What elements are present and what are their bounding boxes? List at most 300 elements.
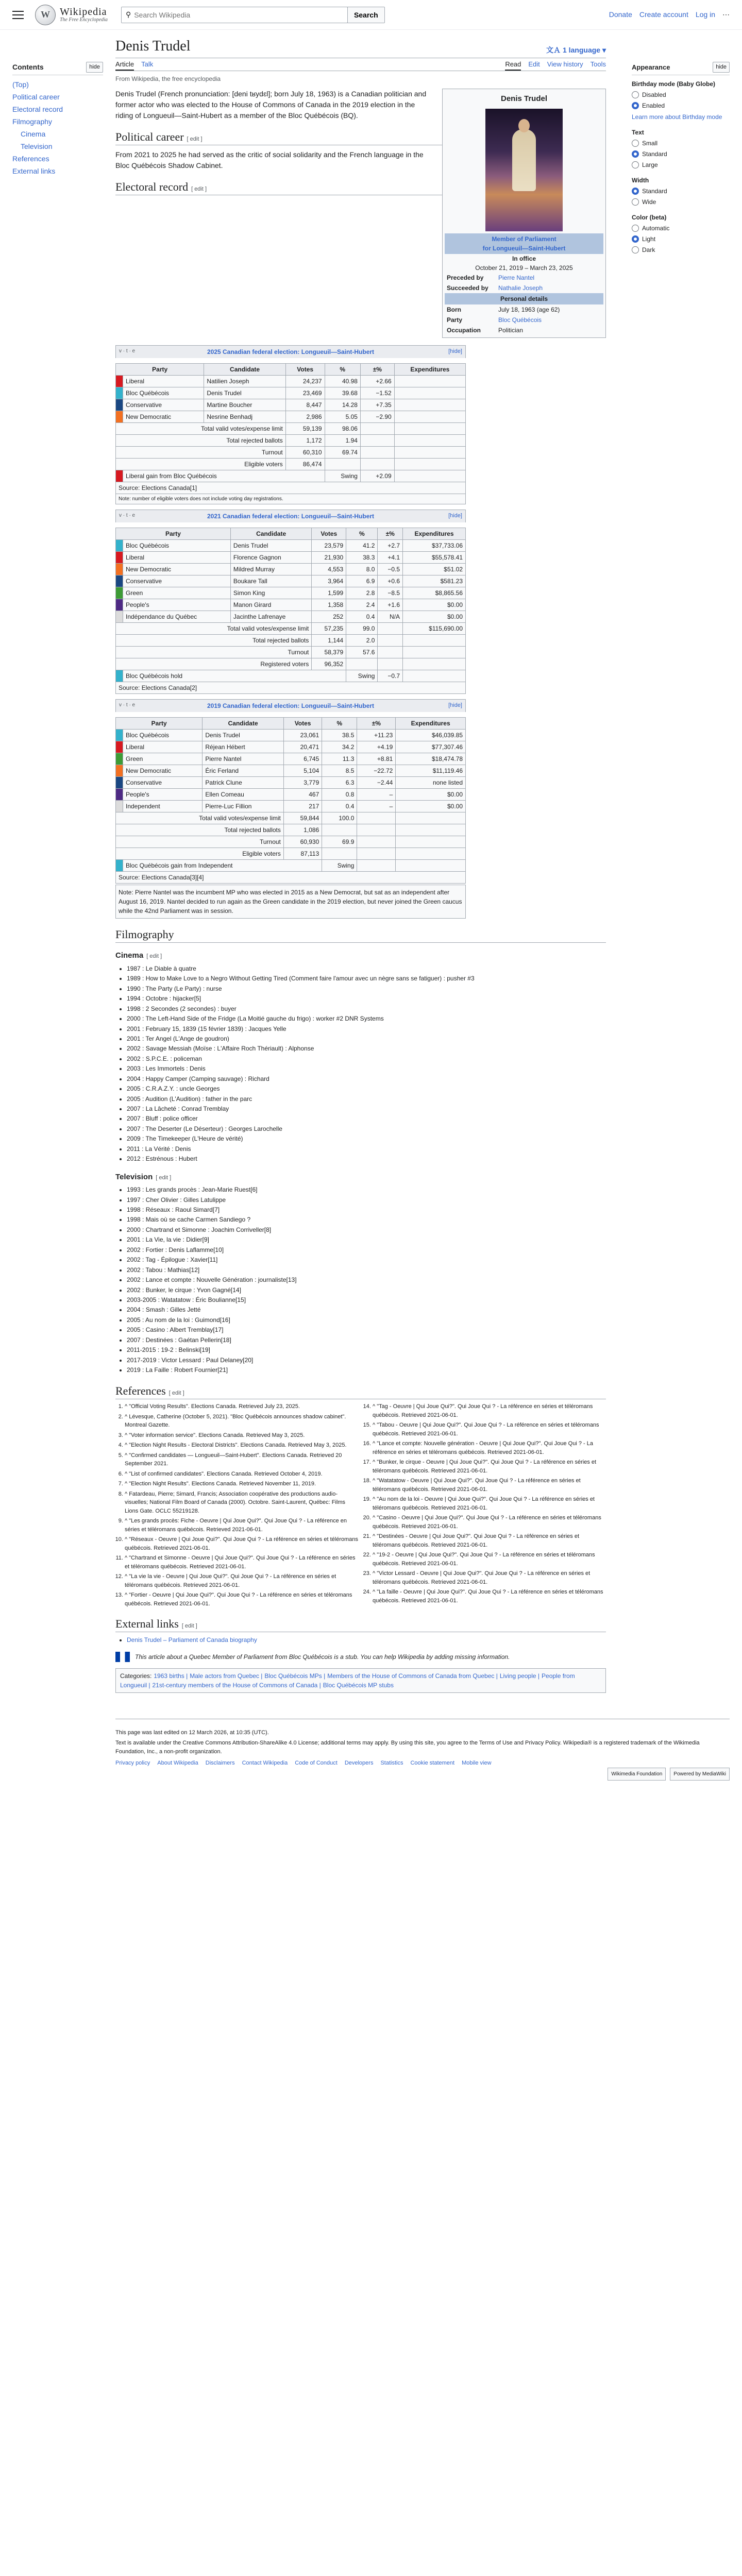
radio-option[interactable] [632, 245, 730, 255]
edit-link[interactable]: [ edit ] [191, 185, 207, 192]
category-link[interactable]: People from Longueuil | [120, 1672, 575, 1689]
reference-item[interactable]: 18. ^ "Watatatow - Oeuvre | Qui Joue Qui?". Qui Joue Qui ? - La référence en séries et téléromans québécois. Retrieved 2021-06-01. [373, 1477, 606, 1494]
born-value: July 18, 1963 (age 62) [498, 306, 560, 314]
category-link[interactable]: 1963 births | [154, 1672, 188, 1680]
candidate-name[interactable]: Denis Trudel [204, 387, 285, 399]
totals-expense [403, 658, 466, 670]
totals-row [116, 623, 466, 635]
category-link[interactable]: Bloc Québécois MP stubs [323, 1681, 394, 1689]
reference-item[interactable]: 13. ^ "Fortier - Oeuvre | Qui Joue Qui?". Qui Joue Qui ? - La référence en séries et téléromans québécois. Retrieved 2021-06-01. [125, 1591, 358, 1608]
footer-link[interactable]: Privacy policy [115, 1760, 150, 1767]
totals-label: Turnout [116, 836, 284, 848]
footer-link[interactable]: Developers [344, 1760, 374, 1767]
candidate-name[interactable]: Natilien Joseph [204, 376, 285, 387]
party-name[interactable]: New Democratic [123, 765, 203, 777]
license-text: Text is available under the Creative Commons Attribution-ShareAlike 4.0 License; additional terms may apply. By using this site, you agree to the Terms of Use and Privacy Policy. Wikipedia® is a registered trademark of the Wikimedia Foundation, Inc., a non-profit organization. [115, 1740, 700, 1755]
result-text[interactable]: Bloc Québécois hold [123, 670, 346, 682]
term-dates: October 21, 2019 – March 23, 2025 [475, 264, 573, 272]
tab-article[interactable]: Article [115, 59, 134, 71]
reference-item[interactable]: 11. ^ "Chartrand et Simonne - Oeuvre | Qui Joue Qui?". Qui Joue Qui ? - La référence en séries et téléromans québécois. Retrieved 2021-06-01. [125, 1554, 358, 1571]
toc-link[interactable]: Filmography [12, 117, 53, 126]
toc-link[interactable]: References [12, 155, 49, 163]
candidate-name[interactable]: Jacinthe Lafrenaye [230, 611, 311, 623]
table-header: ±% [357, 718, 396, 730]
toc-link[interactable]: Cinema [21, 130, 46, 138]
category-link[interactable]: Living people | [499, 1672, 540, 1680]
radio-option[interactable] [632, 160, 730, 170]
hide-button[interactable]: [hide] [448, 348, 462, 355]
section-political-career: Political career [115, 130, 184, 143]
table-row [116, 376, 466, 387]
wikipedia-logo[interactable] [35, 5, 108, 25]
radio-option[interactable] [632, 234, 730, 244]
totals-row [116, 435, 466, 447]
tv-item[interactable]: • 2019 : La Faille : Robert Fournier[21] [127, 1365, 606, 1375]
reference-item[interactable]: 17. ^ "Bunker, le cirque - Oeuvre | Qui Joue Qui?". Qui Joue Qui ? - La référence en séries et téléromans québécois. Retrieved 2021-06-01. [373, 1458, 606, 1475]
tagline: From Wikipedia, the free encyclopedia [115, 75, 221, 82]
tv-item[interactable]: • 2002 : Tag - Épilogue : Xavier[11] [127, 1255, 606, 1265]
personal-details-header: Personal details [445, 293, 603, 304]
edit-link[interactable]: [ edit ] [168, 1390, 184, 1397]
intro-paragraph: Denis Trudel (French pronunciation: [deni tʁydɛl]; born July 18, 1963) is a Canadian politician and former actor who was elected to the House of Commons of Canada in the 2019 election in the riding of Longueuil—Saint-Hubert as a member of the Bloc Québécois (BQ). [115, 89, 427, 120]
party-color-swatch [116, 611, 123, 623]
radio-label: Light [642, 235, 656, 243]
search-input[interactable] [134, 11, 343, 19]
change: +2.66 [360, 376, 394, 387]
reference-item[interactable]: 22. ^ "19-2 - Oeuvre | Qui Joue Qui?". Qui Joue Qui ? - La référence en séries et téléromans québécois. Retrieved 2021-06-01. [373, 1551, 606, 1568]
result-row [116, 860, 466, 872]
table-row [116, 730, 466, 741]
footer-link[interactable]: Contact Wikipedia [242, 1760, 288, 1767]
hide-button[interactable]: [hide] [448, 513, 462, 519]
tab-talk[interactable]: Talk [141, 60, 154, 69]
tab-tools[interactable]: Tools [590, 60, 606, 69]
votes: 20,471 [283, 741, 322, 753]
table-row [116, 801, 466, 812]
percent: 38.5 [322, 730, 357, 741]
expenditures: $77,307.46 [396, 741, 466, 753]
tv-item[interactable]: • 2004 : Smash : Gilles Jetté [127, 1305, 606, 1315]
film-item[interactable]: • 2007 : Bluff : police officer [127, 1114, 606, 1124]
table-row [116, 587, 466, 599]
stub-text: This article about a Quebec Member of Parliament from Bloc Québécois is a stub. You can help Wikipedia by adding missing information. [135, 1653, 510, 1660]
radio-option[interactable] [632, 139, 730, 148]
votes: 23,061 [283, 730, 322, 741]
reference-item[interactable]: 4. ^ "Election Night Results - Electoral Districts". Elections Canada. Retrieved May 3, 2025. [125, 1441, 358, 1450]
candidate-name[interactable]: Nesrine Benhadj [204, 411, 285, 423]
footer-link[interactable]: Statistics [380, 1760, 403, 1767]
television-list [127, 1185, 606, 1375]
film-item[interactable]: • 2000 : The Left-Hand Side of the Fridge (La Moitié gauche du frigo) : worker #2 DNR Systems [127, 1014, 606, 1024]
candidate-name[interactable]: Mildred Murray [230, 564, 311, 575]
totals-percent: 69.74 [325, 447, 360, 459]
change: – [357, 789, 396, 801]
expenditures: $11,119.46 [396, 765, 466, 777]
totals-percent: 57.6 [346, 647, 378, 658]
party-name[interactable]: People's [123, 789, 203, 801]
mediawiki-badge[interactable]: Powered by MediaWiki [670, 1768, 730, 1781]
footer-link[interactable]: Disclaimers [205, 1760, 235, 1767]
note-2019: Note: Pierre Nantel was the incumbent MP who was elected in 2015 as a New Democrat, but sat as an independent after August 16, 2019. Nantel decided to run again as the Green candidate in the 2019 election, but never joined the Green caucus while the 42nd Parliament was in session. [115, 885, 466, 919]
change: +4.19 [357, 741, 396, 753]
totals-label: Eligible voters [116, 459, 286, 470]
candidate-name[interactable]: Denis Trudel [203, 730, 284, 741]
change: +11.23 [357, 730, 396, 741]
party-name[interactable]: Bloc Québécois [123, 540, 231, 552]
totals-blank [360, 447, 394, 459]
toc-item [12, 116, 103, 127]
section-external-links: External links [115, 1617, 179, 1631]
reference-item[interactable]: 5. ^ "Confirmed candidates — Longueuil—Saint-Hubert". Elections Canada. Retrieved 20 September 2021. [125, 1451, 358, 1468]
radio-label: Standard [642, 150, 667, 158]
edit-link[interactable]: [ edit ] [187, 135, 203, 142]
expenditures: $46,039.85 [396, 730, 466, 741]
candidate-name[interactable]: Éric Ferland [203, 765, 284, 777]
percent: 0.8 [322, 789, 357, 801]
film-item[interactable]: • 2005 : Audition (L'Audition) : father in the parc [127, 1094, 606, 1104]
election-title[interactable]: 2019 Canadian federal election: Longueuil—Saint-Hubert [207, 702, 375, 710]
tv-item[interactable]: • 2002 : Tabou : Mathias[12] [127, 1265, 606, 1275]
width-label: Width [632, 177, 649, 184]
table-row [116, 540, 466, 552]
change: +0.6 [378, 575, 403, 587]
party-link[interactable]: Bloc Québécois [498, 316, 542, 324]
totals-expense [403, 635, 466, 647]
totals-blank [357, 812, 396, 824]
learn-more-link[interactable]: Learn more about Birthday mode [632, 113, 722, 121]
result-row [116, 470, 466, 482]
radio-icon [632, 235, 639, 243]
swing-label[interactable]: Swing [325, 470, 360, 482]
film-item[interactable]: • 2001 : Ter Angel (L'Ange de goudron) [127, 1034, 606, 1044]
totals-percent [346, 658, 378, 670]
election-title[interactable]: 2021 Canadian federal election: Longueuil—Saint-Hubert [207, 513, 375, 520]
candidate-name[interactable]: Patrick Clune [203, 777, 284, 789]
totals-row [116, 635, 466, 647]
party-name[interactable]: Liberal [123, 552, 231, 564]
film-item[interactable]: • 2007 : The Deserter (Le Déserteur) : Georges Larochelle [127, 1124, 606, 1134]
party-color-swatch [116, 411, 123, 423]
film-item[interactable]: • 2003 : Les Immortels : Denis [127, 1064, 606, 1074]
film-item[interactable]: • 2011 : La Vérité : Denis [127, 1144, 606, 1154]
expenditures: $51.02 [403, 564, 466, 575]
categories-box [115, 1668, 606, 1693]
toc-link[interactable]: External links [12, 167, 56, 175]
radio-icon [632, 198, 639, 206]
totals-percent [325, 459, 360, 470]
election-title[interactable]: 2025 Canadian federal election: Longueuil—Saint-Hubert [207, 348, 375, 356]
toc-link[interactable]: (Top) [12, 80, 29, 89]
tv-item[interactable]: • 2017-2019 : Victor Lessard : Paul Delaney[20] [127, 1355, 606, 1365]
category-link[interactable]: Male actors from Quebec | [190, 1672, 263, 1680]
radio-option[interactable] [632, 90, 730, 99]
radio-icon [632, 102, 639, 109]
preceded-by-link[interactable]: Pierre Nantel [498, 274, 535, 282]
votes: 8,447 [285, 399, 325, 411]
reference-item[interactable]: 16. ^ "Lance et compte: Nouvelle génération - Oeuvre | Qui Joue Qui?". Qui Joue Qui ? - La référence en séries et téléromans québécois. Retrieved 2021-06-01. [373, 1439, 606, 1456]
election-table [115, 363, 466, 504]
section-electoral-record: Electoral record [115, 180, 189, 193]
party-name[interactable]: Bloc Québécois [123, 387, 204, 399]
party-name[interactable]: New Democratic [123, 411, 204, 423]
film-item[interactable]: • 2007 : La Lâcheté : Conrad Tremblay [127, 1104, 606, 1114]
radio-option[interactable] [632, 224, 730, 233]
toc-link[interactable]: Political career [12, 93, 60, 101]
percent: 8.5 [322, 765, 357, 777]
toc-link[interactable]: Electoral record [12, 105, 63, 113]
totals-expense [396, 824, 466, 836]
expenditures [394, 399, 465, 411]
radio-icon [632, 150, 639, 158]
radio-option[interactable] [632, 149, 730, 159]
percent: 41.2 [346, 540, 378, 552]
tab-read[interactable]: Read [505, 59, 521, 71]
film-item[interactable]: • 2001 : February 15, 1839 (15 février 1839) : Jacques Yelle [127, 1024, 606, 1034]
candidate-name[interactable]: Manon Girard [230, 599, 311, 611]
vte-links[interactable]: v · t · e [119, 702, 136, 708]
hide-button[interactable]: [hide] [448, 702, 462, 709]
party-name[interactable]: Indépendance du Québec [123, 611, 231, 623]
film-item[interactable]: • 1994 : Octobre : hijacker[5] [127, 994, 606, 1004]
table-header: Expenditures [394, 364, 465, 376]
party-color-swatch [116, 587, 123, 599]
candidate-name[interactable]: Florence Gagnon [230, 552, 311, 564]
tab-edit[interactable]: Edit [528, 60, 540, 69]
totals-blank [360, 435, 394, 447]
reference-item[interactable]: 15. ^ "Tabou - Oeuvre | Qui Joue Qui?". Qui Joue Qui ? - La référence en séries et téléromans québécois. Retrieved 2021-06-01. [373, 1421, 606, 1438]
edit-link[interactable]: [ edit ] [146, 953, 162, 960]
reference-item[interactable]: 12. ^ "La vie la vie - Oeuvre | Qui Joue Qui?". Qui Joue Qui ? - La référence en séries et téléromans québécois. Retrieved 2021-06-01. [125, 1572, 358, 1589]
donate-link[interactable]: Donate [609, 10, 632, 19]
percent: 38.3 [346, 552, 378, 564]
reference-item[interactable]: 23. ^ "Victor Lessard - Oeuvre | Qui Joue Qui?". Qui Joue Qui ? - La référence en séries et téléromans québécois. Retrieved 2021-06-01. [373, 1569, 606, 1586]
table-header: Candidate [230, 528, 311, 540]
percent: 0.4 [322, 801, 357, 812]
party-color-swatch [116, 730, 123, 741]
cinema-list [127, 964, 606, 1164]
table-header: Votes [283, 718, 322, 730]
category-link[interactable]: Members of the House of Commons of Canada from Quebec | [327, 1672, 498, 1680]
tv-item[interactable]: • 1998 : Réseaux : Raoul Simard[7] [127, 1205, 606, 1215]
vte-links[interactable]: v · t · e [119, 513, 136, 519]
reference-item[interactable]: 3. ^ "Voter information service". Elections Canada. Retrieved May 3, 2025. [125, 1431, 358, 1440]
reference-item[interactable]: 20. ^ "Casino - Oeuvre | Qui Joue Qui?". Qui Joue Qui ? - La référence en séries et téléromans québécois. Retrieved 2021-06-01. [373, 1514, 606, 1531]
tab-view-history[interactable]: View history [547, 60, 583, 69]
footer-link[interactable]: About Wikipedia [157, 1760, 198, 1767]
radio-option[interactable] [632, 197, 730, 207]
totals-expense [396, 836, 466, 848]
film-item[interactable]: • 1990 : The Party (Le Party) : nurse [127, 984, 606, 994]
totals-value: 57,235 [312, 623, 346, 635]
tv-item[interactable]: • 1998 : Mais où se cache Carmen Sandiego ? [127, 1215, 606, 1225]
last-edited: This page was last edited on 12 March 2026, at 10:35 (UTC). [115, 1729, 269, 1736]
reference-item[interactable]: 10. ^ "Réseaux - Oeuvre | Qui Joue Qui?". Qui Joue Qui ? - La référence en séries et téléromans québécois. Retrieved 2021-06-01. [125, 1535, 358, 1552]
film-item[interactable]: • 1989 : How to Make Love to a Negro Without Getting Tired (Comment faire l'amour avec un nègre sans se fatiguer) : pusher #3 [127, 974, 606, 984]
film-item[interactable]: • 2002 : Savage Messiah (Moïse : L'Affaire Roch Thériault) : Alphonse [127, 1044, 606, 1054]
tv-item[interactable]: • 2005 : Au nom de la loi : Guimond[16] [127, 1315, 606, 1325]
table-header: Expenditures [396, 718, 466, 730]
film-item[interactable]: • 1998 : 2 Secondes (2 secondes) : buyer [127, 1004, 606, 1014]
menu-icon[interactable] [12, 11, 24, 19]
party-color-swatch [116, 765, 123, 777]
radio-option[interactable] [632, 101, 730, 110]
create-account-link[interactable]: Create account [639, 10, 688, 19]
footer-link[interactable]: Cookie statement [410, 1760, 455, 1767]
succeeded-by-link[interactable]: Nathalie Joseph [498, 284, 543, 292]
film-item[interactable]: • 2012 : Estrénous : Hubert [127, 1154, 606, 1164]
vte-links[interactable]: v · t · e [119, 348, 136, 354]
reference-item[interactable]: 7. ^ "Election Night Results". Elections Canada. Retrieved November 11, 2019. [125, 1480, 358, 1488]
swing-label[interactable]: Swing [346, 670, 378, 682]
tv-item[interactable]: • 2000 : Chartrand et Simonne : Joachim Corriveller[8] [127, 1225, 606, 1235]
radio-option[interactable] [632, 187, 730, 196]
reference-item[interactable]: 8. ^ Fatardeau, Pierre; Simard, Francis; Association coopérative des productions audio-visuelles; National Film Board of Canada (2000). Octobre. Saint-Laurent, Québec: Films Lions Gate. OCLC 55219128. [125, 1490, 358, 1516]
source-text: Source: Elections Canada[2] [116, 682, 466, 694]
result-text[interactable]: Liberal gain from Bloc Québécois [123, 470, 325, 482]
wikimedia-badge[interactable]: Wikimedia Foundation [608, 1768, 666, 1781]
more-icon[interactable]: ⋯ [722, 10, 730, 19]
candidate-name[interactable]: Simon King [230, 587, 311, 599]
film-item[interactable]: • 1987 : Le Diable à quatre [127, 964, 606, 974]
swing-label[interactable]: Swing [322, 860, 357, 872]
edit-link[interactable]: [ edit ] [156, 1174, 172, 1181]
radio-label: Disabled [642, 91, 666, 98]
candidate-name[interactable]: Pierre-Luc Fillion [203, 801, 284, 812]
footer-link[interactable]: Mobile view [462, 1760, 492, 1767]
toc-item [12, 154, 103, 164]
candidate-name[interactable]: Denis Trudel [230, 540, 311, 552]
totals-row [116, 647, 466, 658]
reference-item[interactable]: 24. ^ "La faille - Oeuvre | Qui Joue Qui?". Qui Joue Qui ? - La référence en séries et téléromans québécois. Retrieved 2021-06-01. [373, 1588, 606, 1605]
party-name[interactable]: Conservative [123, 575, 231, 587]
candidate-name[interactable]: Réjean Hébert [203, 741, 284, 753]
tv-item[interactable]: • 2007 : Destinées : Gaétan Pellerin[18] [127, 1335, 606, 1345]
tv-item[interactable]: • 2002 : Fortier : Denis Laflamme[10] [127, 1245, 606, 1255]
film-item[interactable]: • 2005 : C.R.A.Z.Y. : uncle Georges [127, 1084, 606, 1094]
totals-label: Total valid votes/expense limit [116, 812, 284, 824]
portrait-image[interactable] [485, 109, 563, 231]
toc-item [12, 104, 103, 115]
party-name[interactable]: Conservative [123, 777, 203, 789]
radio-icon [632, 225, 639, 232]
totals-value: 59,139 [285, 423, 325, 435]
totals-percent: 1.94 [325, 435, 360, 447]
votes: 3,964 [312, 575, 346, 587]
totals-row [116, 824, 466, 836]
party-name[interactable]: Independent [123, 801, 203, 812]
party-name[interactable]: Conservative [123, 399, 204, 411]
page-title: Denis Trudel [115, 38, 191, 54]
table-header: ±% [378, 528, 403, 540]
party-name[interactable]: Liberal [123, 741, 203, 753]
tv-item[interactable]: • 2001 : La Vie, la vie : Didier[9] [127, 1235, 606, 1245]
totals-expense [394, 435, 465, 447]
percent: 14.28 [325, 399, 360, 411]
party-name[interactable]: New Democratic [123, 564, 231, 575]
result-blank [403, 670, 466, 682]
candidate-name[interactable]: Boukare Tall [230, 575, 311, 587]
change: +2.7 [378, 540, 403, 552]
table-row [116, 387, 466, 399]
result-swatch [116, 470, 123, 482]
reference-item[interactable]: 2. ^ Lévesque, Catherine (October 5, 2021). "Bloc Québécois announces shadow cabinet". Montreal Gazette. [125, 1413, 358, 1430]
search-button[interactable]: Search [347, 7, 385, 23]
tv-item[interactable]: • 2005 : Casino : Albert Tremblay[17] [127, 1325, 606, 1335]
party-name[interactable]: Green [123, 753, 203, 765]
result-text[interactable]: Bloc Québécois gain from Independent [123, 860, 322, 872]
percent: 6.9 [346, 575, 378, 587]
reference-item[interactable]: 21. ^ "Destinées - Oeuvre | Qui Joue Qui?". Qui Joue Qui ? - La référence en séries et téléromans québécois. Retrieved 2021-06-01. [373, 1532, 606, 1549]
expenditures: $37,733.06 [403, 540, 466, 552]
edit-link[interactable]: [ edit ] [181, 1623, 197, 1630]
header [0, 0, 742, 30]
totals-blank [378, 647, 403, 658]
political-paragraph: From 2021 to 2025 he had served as the critic of social solidarity and the French language in the Bloc Québécois Shadow Cabinet. [115, 150, 424, 170]
percent: 11.3 [322, 753, 357, 765]
tv-item[interactable]: • 2002 : Bunker, le cirque : Yvon Gagné[14] [127, 1285, 606, 1295]
totals-row [116, 812, 466, 824]
candidate-name[interactable]: Martine Boucher [204, 399, 285, 411]
votes: 1,358 [312, 599, 346, 611]
film-item[interactable]: • 2004 : Happy Camper (Camping sauvage) : Richard [127, 1074, 606, 1084]
reference-item[interactable]: 14. ^ "Tag - Oeuvre | Qui Joue Qui?". Qui Joue Qui ? - La référence en séries et téléromans québécois. Retrieved 2021-06-01. [373, 1402, 606, 1419]
reference-item[interactable]: 6. ^ "List of confirmed candidates". Elections Canada. Retrieved October 4, 2019. [125, 1470, 358, 1479]
search-box[interactable] [121, 7, 348, 23]
appearance-hide-button[interactable]: hide [713, 62, 730, 73]
change: −0.5 [378, 564, 403, 575]
category-link[interactable]: Bloc Québécois MPs | [264, 1672, 326, 1680]
totals-expense [403, 647, 466, 658]
tv-item[interactable]: • 2003-2005 : Watatatow : Éric Boulianne[15] [127, 1295, 606, 1305]
candidate-name[interactable]: Ellen Comeau [203, 789, 284, 801]
toc-link[interactable]: Television [21, 142, 53, 150]
film-item[interactable]: • 2009 : The Timekeeper (L'Heure de vérité) [127, 1134, 606, 1144]
result-blank [396, 860, 466, 872]
expenditures: $0.00 [396, 789, 466, 801]
reference-item[interactable]: 9. ^ "Les grands procès: Fiche - Oeuvre | Qui Joue Qui?". Qui Joue Qui ? - La référence en séries et téléromans québécois. Retrieved 2021-06-01. [125, 1517, 358, 1534]
totals-row [116, 836, 466, 848]
film-item[interactable]: • 2002 : S.P.C.E. : policeman [127, 1054, 606, 1064]
footer-link[interactable]: Code of Conduct [295, 1760, 338, 1767]
tv-item[interactable]: • 1993 : Les grands procès : Jean-Marie Ruest[6] [127, 1185, 606, 1195]
reference-item[interactable]: 19. ^ "Au nom de la loi - Oeuvre | Qui Joue Qui?". Qui Joue Qui ? - La référence en séries et téléromans québécois. Retrieved 2021-06-01. [373, 1495, 606, 1512]
totals-row [116, 447, 466, 459]
candidate-name[interactable]: Pierre Nantel [203, 753, 284, 765]
party-name[interactable]: Bloc Québécois [123, 730, 203, 741]
tv-item[interactable]: • 2011-2015 : 19-2 : Belinski[19] [127, 1345, 606, 1355]
page-tabs [115, 59, 606, 71]
party-color-swatch [116, 564, 123, 575]
change: +4.1 [378, 552, 403, 564]
toc-hide-button[interactable]: hide [86, 62, 103, 73]
category-link[interactable]: 21st-century members of the House of Commons of Canada | [152, 1681, 321, 1689]
party-name[interactable]: People's [123, 599, 231, 611]
party-name[interactable]: Green [123, 587, 231, 599]
parliament-bio-link[interactable]: Denis Trudel – Parliament of Canada biography [127, 1636, 257, 1644]
party-name[interactable]: Liberal [123, 376, 204, 387]
infobox: Denis Trudel Member of Parliament for Longueuil—Saint-Hubert In office October 21, 2019 – March 23, 2025 Preceded by Pierre Nantel Succeeded by Nathalie Joseph Personal details Born July 18, 1963 (age 62) Party Bloc Québécois Occupation Politician [442, 89, 606, 338]
tv-item[interactable]: • 1997 : Cher Olivier : Gilles Latulippe [127, 1195, 606, 1205]
text-size-label: Text [632, 129, 644, 136]
totals-blank [360, 459, 394, 470]
tv-item[interactable]: • 2002 : Lance et compte : Nouvelle Génération : journaliste[13] [127, 1275, 606, 1285]
totals-blank [357, 824, 396, 836]
totals-blank [360, 423, 394, 435]
login-link[interactable]: Log in [695, 10, 715, 19]
reference-item[interactable]: 1. ^ "Official Voting Results". Elections Canada. Retrieved July 23, 2025. [125, 1402, 358, 1411]
totals-expense [396, 812, 466, 824]
language-button[interactable]: 文Ａ 1 language ▾ [546, 46, 606, 55]
